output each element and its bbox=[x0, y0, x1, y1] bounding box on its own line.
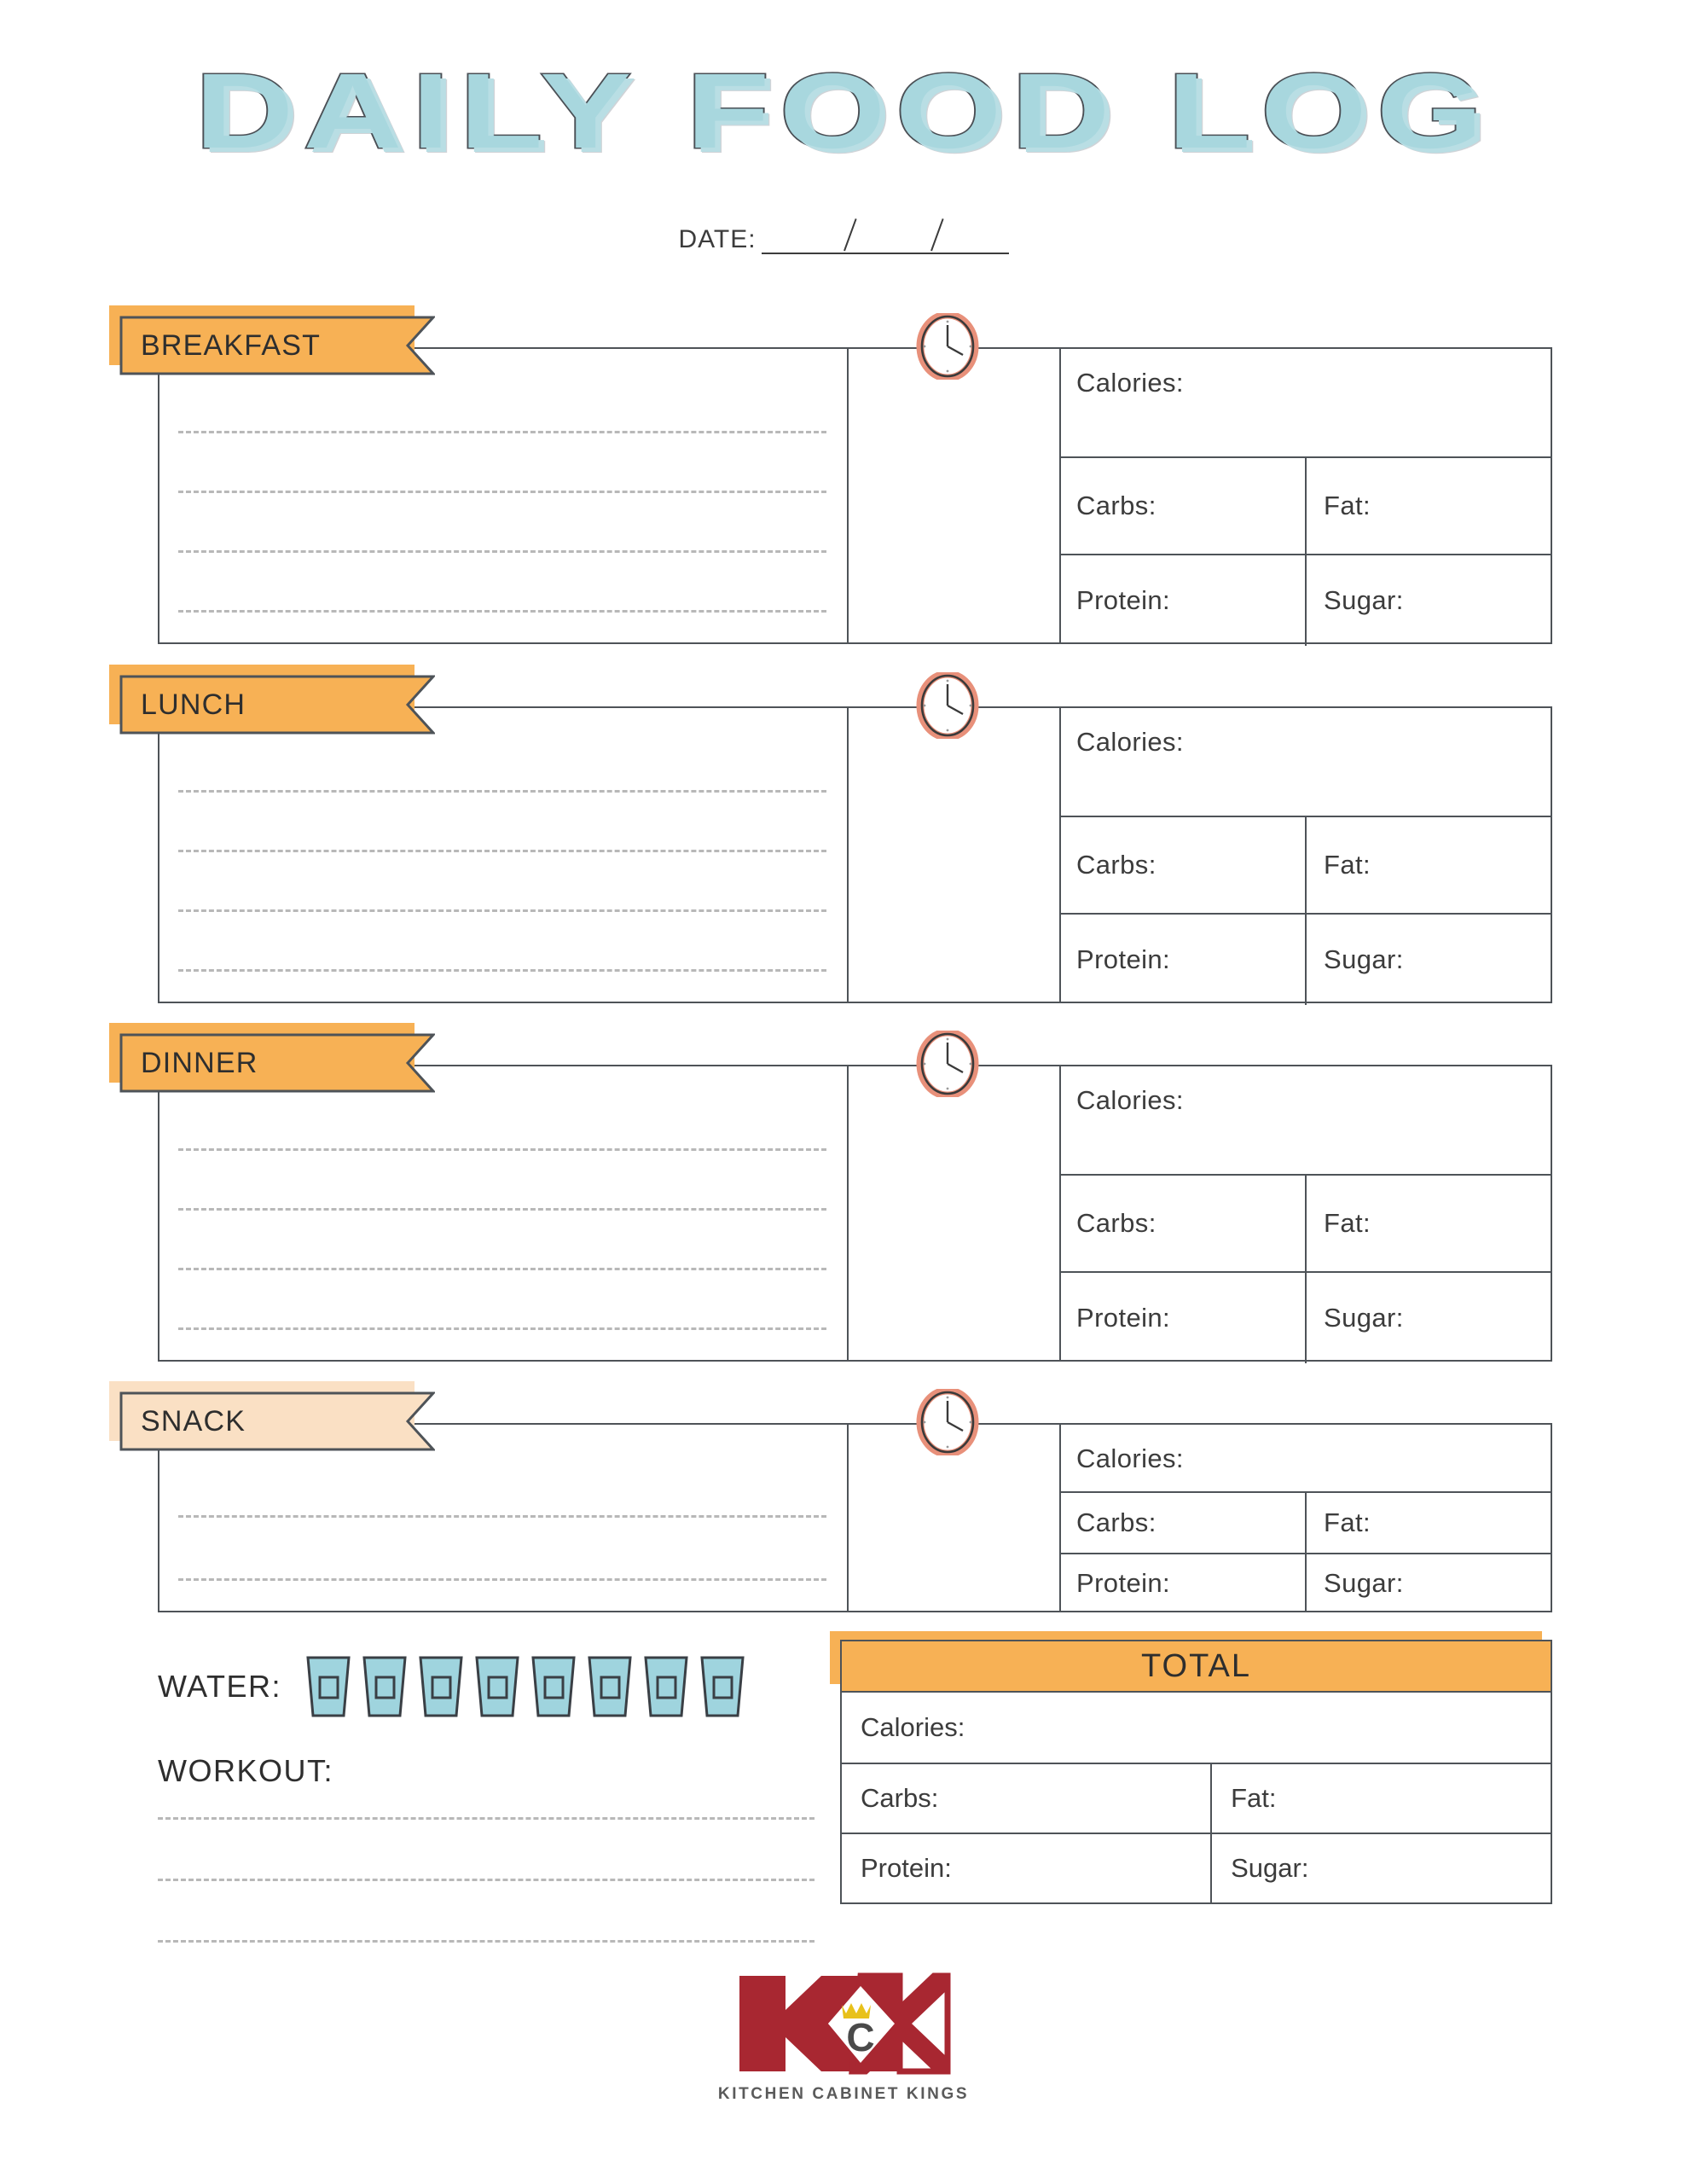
date-slash-icon bbox=[844, 218, 857, 251]
total-carbs-cell[interactable]: Carbs: bbox=[861, 1783, 939, 1813]
date-row bbox=[0, 224, 1687, 254]
total-header: TOTAL bbox=[840, 1640, 1552, 1693]
table-row bbox=[842, 1693, 1551, 1763]
snack-carbs-cell[interactable]: Carbs: bbox=[1076, 1507, 1157, 1537]
workout-label: WORKOUT: bbox=[158, 1753, 333, 1788]
food-entry-line[interactable] bbox=[178, 491, 826, 493]
table-row bbox=[1059, 816, 1551, 913]
breakfast-protein-cell[interactable]: Protein: bbox=[1076, 585, 1171, 615]
water-label: WATER: bbox=[158, 1669, 281, 1704]
table-row bbox=[1059, 456, 1551, 554]
total-protein-cell[interactable]: Protein: bbox=[861, 1853, 952, 1883]
meal-banner-label: BREAKFAST bbox=[141, 328, 322, 362]
logo-text: KITCHEN CABINET KINGS bbox=[717, 2085, 970, 2103]
dinner-protein-cell[interactable]: Protein: bbox=[1076, 1303, 1171, 1333]
lunch-sugar-cell[interactable]: Sugar: bbox=[1305, 915, 1551, 1005]
water-glass-checkbox[interactable] bbox=[585, 1653, 635, 1720]
clock-icon bbox=[914, 672, 981, 739]
water-glass-checkbox[interactable] bbox=[472, 1653, 522, 1720]
food-entry-line[interactable] bbox=[178, 1327, 826, 1330]
total-sugar-cell[interactable]: Sugar: bbox=[1210, 1834, 1551, 1902]
dinner-carbs-cell[interactable]: Carbs: bbox=[1076, 1208, 1157, 1238]
table-row bbox=[1059, 708, 1551, 816]
food-entry-lines[interactable] bbox=[178, 1425, 826, 1611]
meal-banner-label: LUNCH bbox=[141, 688, 246, 721]
snack-protein-cell[interactable]: Protein: bbox=[1076, 1568, 1171, 1598]
kitchen-cabinet-kings-logo-icon bbox=[733, 1971, 954, 2082]
column-divider bbox=[847, 1066, 849, 1360]
food-entry-line[interactable] bbox=[178, 431, 826, 433]
food-entry-lines[interactable] bbox=[178, 708, 826, 1002]
water-glass-checkbox[interactable] bbox=[529, 1653, 578, 1720]
food-entry-line[interactable] bbox=[178, 1208, 826, 1211]
food-entry-lines[interactable] bbox=[178, 1066, 826, 1360]
meal-banner-snack bbox=[119, 1391, 435, 1451]
table-row bbox=[1059, 1491, 1551, 1553]
food-entry-line[interactable] bbox=[178, 1578, 826, 1581]
column-divider bbox=[847, 349, 849, 642]
table-row bbox=[1059, 554, 1551, 646]
meal-banner-breakfast bbox=[119, 316, 435, 375]
table-row bbox=[1059, 1425, 1551, 1491]
table-row bbox=[842, 1833, 1551, 1902]
water-glass-checkbox[interactable] bbox=[641, 1653, 691, 1720]
total-table bbox=[840, 1693, 1552, 1904]
food-entry-line[interactable] bbox=[178, 969, 826, 972]
nutrition-table bbox=[1059, 349, 1551, 642]
table-row bbox=[1059, 1271, 1551, 1363]
snack-fat-cell[interactable]: Fat: bbox=[1305, 1493, 1551, 1553]
snack-calories-cell[interactable]: Calories: bbox=[1076, 1443, 1184, 1473]
lunch-protein-cell[interactable]: Protein: bbox=[1076, 944, 1171, 974]
nutrition-table bbox=[1059, 1425, 1551, 1611]
food-entry-line[interactable] bbox=[178, 790, 826, 793]
water-glass-checkbox[interactable] bbox=[304, 1653, 353, 1720]
meal-banner-label: DINNER bbox=[141, 1046, 258, 1079]
lunch-calories-cell[interactable]: Calories: bbox=[1076, 727, 1184, 757]
lunch-carbs-cell[interactable]: Carbs: bbox=[1076, 850, 1157, 880]
water-row bbox=[158, 1653, 747, 1720]
footer-logo bbox=[0, 1971, 1687, 2104]
table-row bbox=[1059, 349, 1551, 456]
column-divider bbox=[847, 708, 849, 1002]
dinner-fat-cell[interactable]: Fat: bbox=[1305, 1176, 1551, 1271]
table-row bbox=[1059, 1066, 1551, 1174]
meal-frame bbox=[158, 1065, 1552, 1362]
page-title: DAILY FOOD LOG bbox=[194, 52, 1493, 171]
clock-icon bbox=[914, 1031, 981, 1097]
food-entry-line[interactable] bbox=[178, 610, 826, 613]
table-row bbox=[1059, 1174, 1551, 1271]
water-glass-checkbox[interactable] bbox=[416, 1653, 466, 1720]
meal-banner-dinner bbox=[119, 1033, 435, 1093]
total-block bbox=[840, 1640, 1552, 1904]
meal-banner-label: SNACK bbox=[141, 1404, 246, 1438]
meal-frame bbox=[158, 347, 1552, 644]
breakfast-calories-cell[interactable]: Calories: bbox=[1076, 368, 1184, 398]
water-glass-checkbox[interactable] bbox=[698, 1653, 747, 1720]
food-entry-lines[interactable] bbox=[178, 349, 826, 642]
workout-entry-line[interactable] bbox=[158, 1879, 815, 1881]
nutrition-table bbox=[1059, 1066, 1551, 1360]
total-fat-cell[interactable]: Fat: bbox=[1210, 1764, 1551, 1833]
table-row bbox=[1059, 913, 1551, 1005]
total-calories-cell[interactable]: Calories: bbox=[861, 1712, 965, 1742]
svg-text:C: C bbox=[846, 2015, 875, 2059]
table-row bbox=[1059, 1553, 1551, 1612]
dinner-sugar-cell[interactable]: Sugar: bbox=[1305, 1273, 1551, 1363]
table-row bbox=[842, 1763, 1551, 1833]
workout-entry-line[interactable] bbox=[158, 1940, 815, 1943]
food-entry-line[interactable] bbox=[178, 550, 826, 553]
food-entry-line[interactable] bbox=[178, 1148, 826, 1151]
food-entry-line[interactable] bbox=[178, 850, 826, 852]
date-input[interactable] bbox=[762, 224, 1009, 254]
food-entry-line[interactable] bbox=[178, 1515, 826, 1518]
food-entry-line[interactable] bbox=[178, 909, 826, 912]
lunch-fat-cell[interactable]: Fat: bbox=[1305, 817, 1551, 913]
clock-icon bbox=[914, 313, 981, 380]
food-entry-line[interactable] bbox=[178, 1268, 826, 1270]
date-label: DATE: bbox=[678, 225, 757, 253]
breakfast-sugar-cell[interactable]: Sugar: bbox=[1305, 555, 1551, 646]
workout-entry-line[interactable] bbox=[158, 1817, 815, 1820]
snack-sugar-cell[interactable]: Sugar: bbox=[1305, 1554, 1551, 1612]
column-divider bbox=[847, 1425, 849, 1611]
breakfast-carbs-cell[interactable]: Carbs: bbox=[1076, 491, 1157, 520]
dinner-calories-cell[interactable]: Calories: bbox=[1076, 1085, 1184, 1115]
water-glass-checkbox[interactable] bbox=[360, 1653, 409, 1720]
clock-icon bbox=[914, 1389, 981, 1455]
meal-frame bbox=[158, 706, 1552, 1003]
water-glasses bbox=[304, 1653, 747, 1720]
date-slash-icon bbox=[930, 218, 944, 251]
nutrition-table bbox=[1059, 708, 1551, 1002]
page-title-wrap bbox=[0, 52, 1687, 171]
breakfast-fat-cell[interactable]: Fat: bbox=[1305, 458, 1551, 554]
meal-frame bbox=[158, 1423, 1552, 1612]
meal-banner-lunch bbox=[119, 675, 435, 735]
